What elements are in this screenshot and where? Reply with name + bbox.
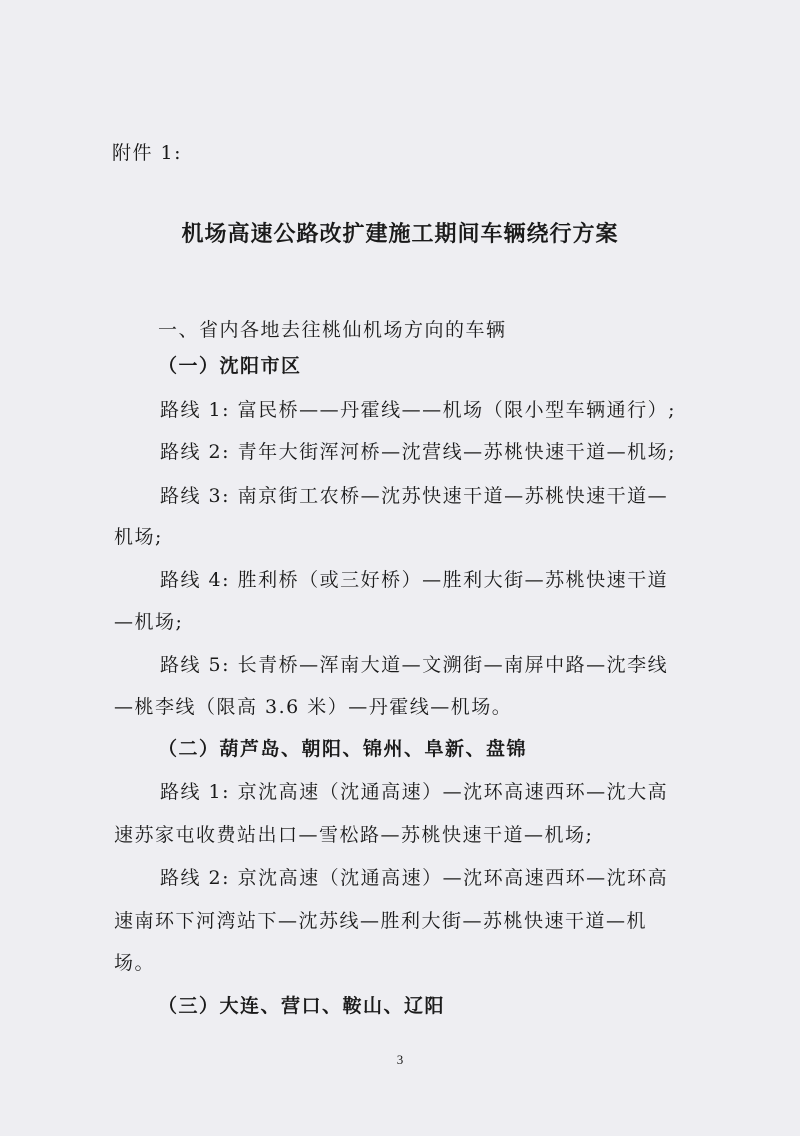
route-2-text: 路线 2: 青年大街浑河桥—沈营线—苏桃快速干道—机场; (160, 441, 676, 463)
subsection-1-heading: （一）沈阳市区 (158, 355, 302, 377)
route-5-text-cont: —桃李线（限高 3.6 米）—丹霍线—机场。 (114, 696, 513, 718)
document-title: 机场高速公路改扩建施工期间车辆绕行方案 (181, 222, 619, 247)
attachment-label: 附件 1: (112, 142, 183, 164)
route-b2-text: 路线 2: 京沈高速（沈通高速）—沈环高速西环—沈环高 (160, 867, 669, 889)
section-1-heading: 一、省内各地去往桃仙机场方向的车辆 (158, 319, 507, 341)
route-b2-text-cont2: 场。 (114, 952, 156, 974)
route-4-text: 路线 4: 胜利桥（或三好桥）—胜利大街—苏桃快速干道 (160, 569, 669, 591)
route-3-text-cont: 机场; (114, 526, 163, 548)
route-b2-text-cont: 速南环下河湾站下—沈苏线—胜利大街—苏桃快速干道—机 (114, 910, 648, 932)
route-1-text: 路线 1: 富民桥——丹霍线——机场（限小型车辆通行）; (160, 399, 676, 421)
subsection-2-heading: （二）葫芦岛、朝阳、锦州、阜新、盘锦 (158, 738, 528, 760)
route-b1-text: 路线 1: 京沈高速（沈通高速）—沈环高速西环—沈大高 (160, 781, 669, 803)
page-number: 3 (396, 1052, 404, 1067)
subsection-3-heading: （三）大连、营口、鞍山、辽阳 (158, 995, 446, 1017)
route-b1-text-cont: 速苏家屯收费站出口—雪松路—苏桃快速干道—机场; (114, 824, 594, 846)
route-3-text: 路线 3: 南京街工农桥—沈苏快速干道—苏桃快速干道— (160, 485, 669, 507)
route-4-text-cont: —机场; (114, 611, 184, 633)
route-5-text: 路线 5: 长青桥—浑南大道—文溯街—南屏中路—沈李线 (160, 654, 669, 676)
